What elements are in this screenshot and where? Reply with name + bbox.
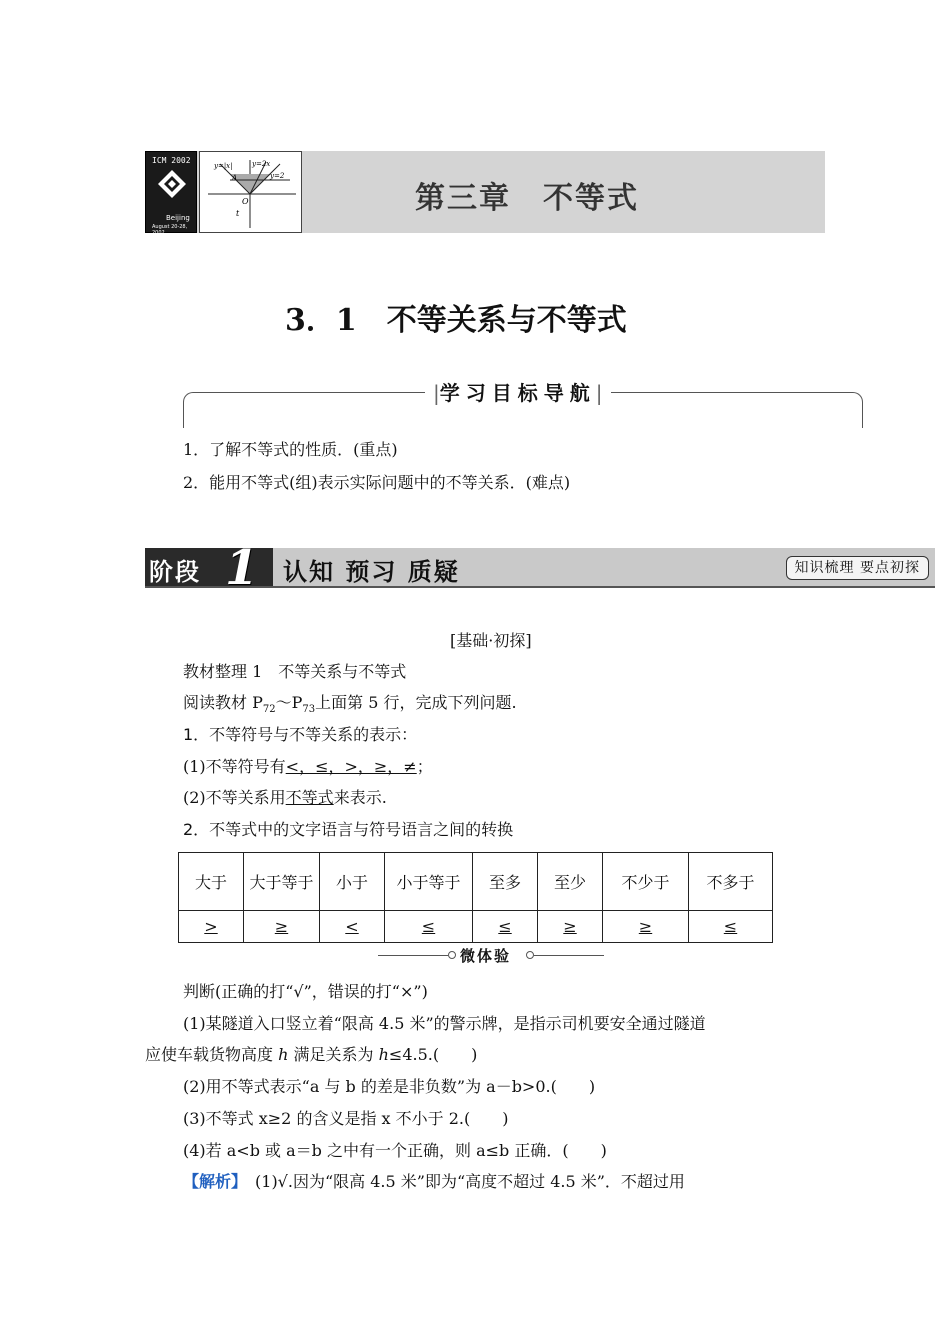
symbol-cell: ≥ [274,917,289,936]
read-suffix: 上面第 5 行，完成下列问题. [315,693,517,712]
graph-label-abs: y=|x| [214,162,233,170]
table-cell [385,911,473,943]
table-header-cell: 不少于 [603,853,689,911]
graph-label-2x: y=2x [252,160,271,168]
divider-line [378,955,448,956]
read-page-end: 73 [302,704,316,716]
stage-label: 阶段 [149,558,201,586]
item1-1 [183,756,433,778]
analysis-text: (1)√.因为“限高 4.5 米”即为“高度不超过 4.5 米”．不超过用 [239,1172,685,1191]
icm-logo [145,151,197,236]
item1-2-word: 不等式 [285,788,334,807]
symbol-cell: > [204,917,218,936]
chapter-banner [145,151,825,236]
table-header-cell: 大于等于 [244,853,320,911]
item1-2 [183,787,387,809]
graph-label-t: t [236,209,240,218]
question-3: (3)不等式 x≥2 的含义是指 x 不小于 2.( ) [183,1109,509,1128]
stage-tag: 知识梳理 要点初探 [786,556,929,580]
item1-title: 1．不等符号与不等关系的表示： [183,725,418,744]
item1-2-suffix: 来表示. [333,788,387,807]
function-graph [199,151,302,233]
goal-item: 1．了解不等式的性质．(重点) [183,440,398,459]
graph-label-a: A [232,174,238,182]
stage-banner [145,540,935,596]
symbol-cell: < [345,917,359,936]
divider-dot-icon [448,951,456,959]
divider-dot-icon [526,951,534,959]
table-cell [179,911,244,943]
q1-text-a: 应使车载货物高度 [145,1045,279,1064]
question-2: (2)用不等式表示“a 与 b 的差是非负数”为 a－b>0.( ) [183,1077,596,1096]
basic-label: [基础·初探] [450,631,532,650]
graph-figure [200,152,301,232]
item2-title: 2．不等式中的文字语言与符号语言之间的转换 [183,820,514,839]
item1-1-suffix: ； [416,757,433,776]
table-cell [603,911,689,943]
read-mid: ～P [275,693,303,712]
icm-logo-year: ICM 2002 [152,156,191,165]
q1-var: h [278,1045,289,1064]
item1-1-prefix: (1)不等符号有 [183,757,286,776]
analysis [183,1171,685,1193]
micro-title: 微体验 [460,947,512,965]
table-header-cell: 至多 [473,853,538,911]
question-1-line-2 [145,1044,477,1066]
table-cell [689,911,773,943]
question-1-line-1: (1)某隧道入口竖立着“限高 4.5 米”的警示牌，是指示司机要安全通过隧道 [183,1014,706,1033]
icm-logo-emblem-icon [156,168,188,208]
symbol-cell: ≥ [638,917,653,936]
graph-label-y2: y=2 [270,172,285,180]
goals-header-text: 学习目标导航 [439,381,596,405]
table-header-cell: 小于等于 [385,853,473,911]
divider-line [534,955,604,956]
stage-number: 1 [225,540,259,596]
section-title: 3．1 不等关系与不等式 [285,303,627,338]
symbol-cell: ≥ [563,917,577,936]
symbol-cell: ≤ [421,917,436,936]
table-row [179,853,773,911]
read-instruction [183,692,517,721]
symbol-cell: ≤ [498,917,512,936]
stage-badge [145,540,273,596]
table-cell [244,911,320,943]
table-header-cell: 小于 [320,853,385,911]
goals-header [425,377,611,406]
micro-divider [378,944,604,968]
q1-text-b: 满足关系为 [288,1045,379,1064]
table-header-cell: 不多于 [689,853,773,911]
question-4: (4)若 a<b 或 a＝b 之中有一个正确，则 a≤b 正确．( ) [183,1141,607,1160]
icm-logo-date: August 20-28, 2002 [152,224,188,236]
table-cell [320,911,385,943]
analysis-tag: 【解析】 [183,1172,240,1191]
read-page-start: 72 [262,704,276,716]
item1-2-prefix: (2)不等关系用 [183,788,286,807]
item1-1-symbols: <，≤，>，≥，≠ [285,757,417,776]
q1-var2: h [378,1045,389,1064]
symbol-cell: ≤ [723,917,738,936]
table-cell [538,911,603,943]
chapter-title: 第三章 不等式 [415,181,639,216]
table-row [179,911,773,943]
q1-text-c: ≤4.5.( ) [388,1045,478,1064]
textbook-title: 教材整理 1 不等关系与不等式 [183,662,407,681]
exercise-intro: 判断(正确的打“√”，错误的打“×”) [183,982,428,1001]
goal-item: 2．能用不等式(组)表示实际问题中的不等关系．(难点) [183,473,571,492]
table-header-cell: 大于 [179,853,244,911]
read-prefix: 阅读教材 P [183,693,263,712]
graph-label-origin: O [242,197,249,206]
table-cell [473,911,538,943]
stage-title: 认知 预习 质疑 [283,558,460,586]
conversion-table [178,852,773,943]
icm-logo-city: Beijing [166,214,190,222]
table-header-cell: 至少 [538,853,603,911]
